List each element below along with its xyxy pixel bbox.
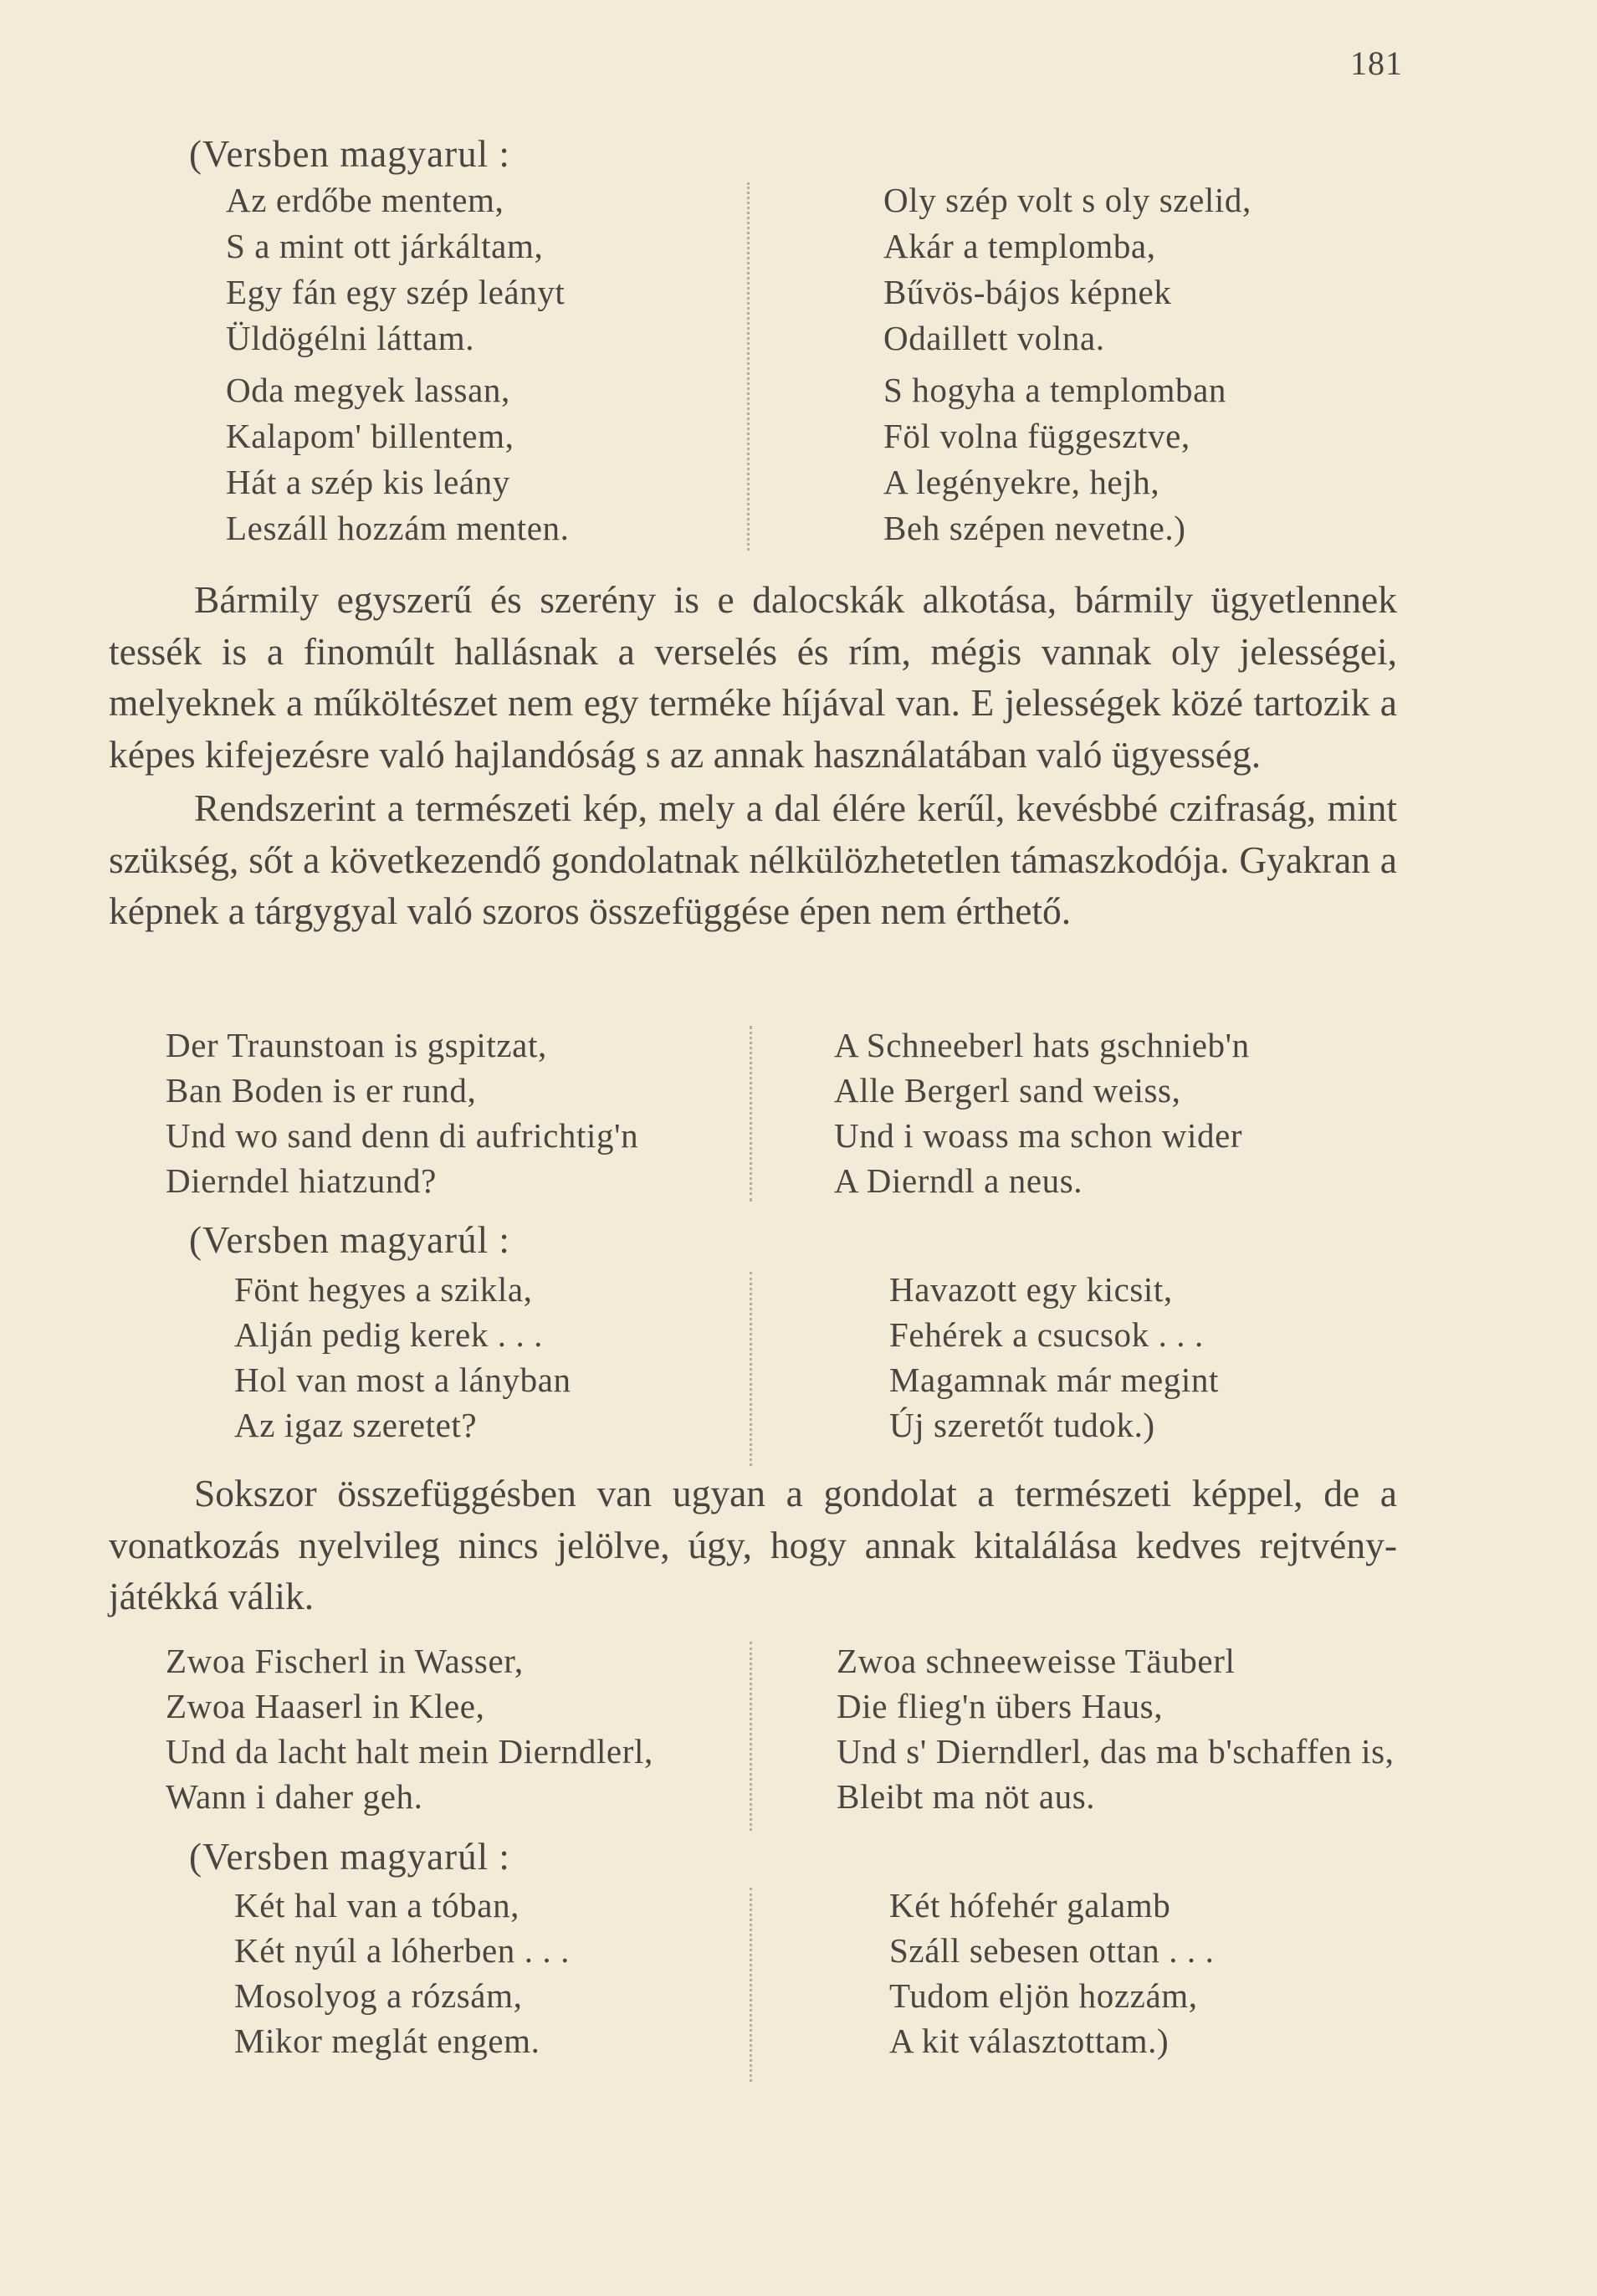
verse-line: Und wo sand denn di aufrichtig'n bbox=[166, 1116, 639, 1155]
paragraph: Rendszerint a természeti kép, mely a dal élére kerűl, kevésbbé czifraság, mint szükség, sőt a következendő gondolatnak nélkülözhetetlen támaszkodója. Gyakran a képnek a tárgygyal való szoros összefüggése épen nem érthető. bbox=[109, 787, 1397, 932]
verse-line: Dierndel hiatzund? bbox=[166, 1161, 437, 1200]
verse-line: Magamnak már megint bbox=[889, 1361, 1219, 1399]
verse-heading-2: (Versben magyarúl : bbox=[189, 1219, 510, 1261]
verse-line: Tudom eljön hozzám, bbox=[889, 1976, 1198, 2015]
verse-1-right bbox=[883, 177, 1251, 551]
verse-2-left bbox=[166, 1022, 638, 1203]
verse-line: Kalapom' billentem, bbox=[226, 417, 514, 455]
verse-line: Fönt hegyes a szikla, bbox=[234, 1270, 533, 1309]
verse-heading-1: (Versben magyarul : bbox=[189, 133, 510, 175]
verse-line: A legényekre, hejh, bbox=[883, 463, 1160, 501]
verse-1-left bbox=[226, 177, 570, 551]
verse-line: Alle Bergerl sand weiss, bbox=[834, 1071, 1181, 1110]
verse-line: Az igaz szeretet? bbox=[234, 1406, 478, 1444]
verse-line: Havazott egy kicsit, bbox=[889, 1270, 1173, 1309]
verse-2-hu-left bbox=[234, 1267, 571, 1448]
verse-bracket bbox=[750, 1272, 752, 1466]
verse-line: Zwoa schneeweisse Täuberl bbox=[837, 1642, 1236, 1680]
verse-line: Új szeretőt tudok.) bbox=[889, 1406, 1155, 1444]
verse-2-hu-right bbox=[889, 1267, 1219, 1448]
verse-2-right bbox=[834, 1022, 1250, 1203]
verse-line: Föl volna függesztve, bbox=[883, 417, 1190, 455]
verse-line: A kit választottam.) bbox=[889, 2022, 1170, 2060]
verse-line: Alján pedig kerek . . . bbox=[234, 1315, 544, 1354]
verse-line: Hol van most a lányban bbox=[234, 1361, 571, 1399]
verse-bracket bbox=[750, 1642, 752, 1831]
verse-line: Akár a templomba, bbox=[883, 227, 1156, 265]
verse-3-right bbox=[837, 1638, 1395, 1819]
verse-3-hu-right bbox=[889, 1883, 1214, 2063]
verse-line: Üldögélni láttam. bbox=[226, 319, 475, 357]
verse-line: Odaillett volna. bbox=[883, 319, 1105, 357]
verse-3-left bbox=[166, 1638, 653, 1819]
verse-line: Egy fán egy szép leányt bbox=[226, 273, 566, 311]
verse-line: S a mint ott járkáltam, bbox=[226, 227, 544, 265]
verse-line: A Dierndl a neus. bbox=[834, 1161, 1083, 1200]
prose-block-1 bbox=[109, 574, 1397, 937]
verse-line: Leszáll hozzám menten. bbox=[226, 509, 570, 547]
verse-line: Oly szép volt s oly szelid, bbox=[883, 181, 1251, 219]
verse-line: Bleibt ma nöt aus. bbox=[837, 1777, 1096, 1816]
verse-line: Der Traunstoan is gspitzat, bbox=[166, 1026, 547, 1064]
verse-bracket bbox=[747, 182, 750, 551]
verse-line: Hát a szép kis leány bbox=[226, 463, 510, 501]
verse-line: A Schneeberl hats gschnieb'n bbox=[834, 1026, 1250, 1064]
prose-block-2 bbox=[109, 1468, 1397, 1622]
verse-line: Wann i daher geh. bbox=[166, 1777, 423, 1816]
page-number: 181 bbox=[1350, 44, 1403, 82]
verse-line: Beh szépen nevetne.) bbox=[883, 509, 1186, 547]
paragraph: Bármily egyszerű és szerény is e dalocskák alkotása, bármily ügyetlennek tessék is a finomúlt hallásnak a verselés és rím, mégis vannak oly jelességei, melyeknek a műköltészet nem egy terméke híjával van. E jelességek közé tartozik a képes kifejezésre való hajlandóság s az annak használatában való ügyesség. bbox=[109, 578, 1397, 776]
verse-line: Und da lacht halt mein Dierndlerl, bbox=[166, 1732, 653, 1771]
verse-line: Zwoa Haaserl in Klee, bbox=[166, 1687, 485, 1725]
verse-line: Két hófehér galamb bbox=[889, 1886, 1171, 1924]
verse-line: Zwoa Fischerl in Wasser, bbox=[166, 1642, 524, 1680]
verse-line: Ban Boden is er rund, bbox=[166, 1071, 477, 1110]
verse-line: Mosolyog a rózsám, bbox=[234, 1976, 523, 2015]
verse-line: Mikor meglát engem. bbox=[234, 2022, 540, 2060]
verse-line: Und s' Dierndlerl, das ma b'schaffen is, bbox=[837, 1732, 1395, 1771]
verse-line: Két nyúl a lóherben . . . bbox=[234, 1931, 570, 1970]
verse-line: S hogyha a templomban bbox=[883, 371, 1227, 409]
verse-line: Száll sebesen ottan . . . bbox=[889, 1931, 1215, 1970]
verse-bracket bbox=[750, 1026, 752, 1202]
paragraph: Sokszor összefüggésben van ugyan a gondolat a természeti képpel, de a vonatkozás nyelvileg nincs jelölve, úgy, hogy annak kitalálása kedves rejtvény-játékká válik. bbox=[109, 1472, 1397, 1617]
verse-line: Und i woass ma schon wider bbox=[834, 1116, 1243, 1155]
verse-line: Die flieg'n übers Haus, bbox=[837, 1687, 1164, 1725]
verse-bracket bbox=[750, 1888, 752, 2082]
verse-line: Bűvös-bájos képnek bbox=[883, 273, 1172, 311]
verse-line: Két hal van a tóban, bbox=[234, 1886, 520, 1924]
verse-3-hu-left bbox=[234, 1883, 570, 2063]
verse-heading-3: (Versben magyarúl : bbox=[189, 1836, 510, 1878]
verse-line: Fehérek a csucsok . . . bbox=[889, 1315, 1204, 1354]
verse-line: Oda megyek lassan, bbox=[226, 371, 510, 409]
verse-line: Az erdőbe mentem, bbox=[226, 181, 504, 219]
